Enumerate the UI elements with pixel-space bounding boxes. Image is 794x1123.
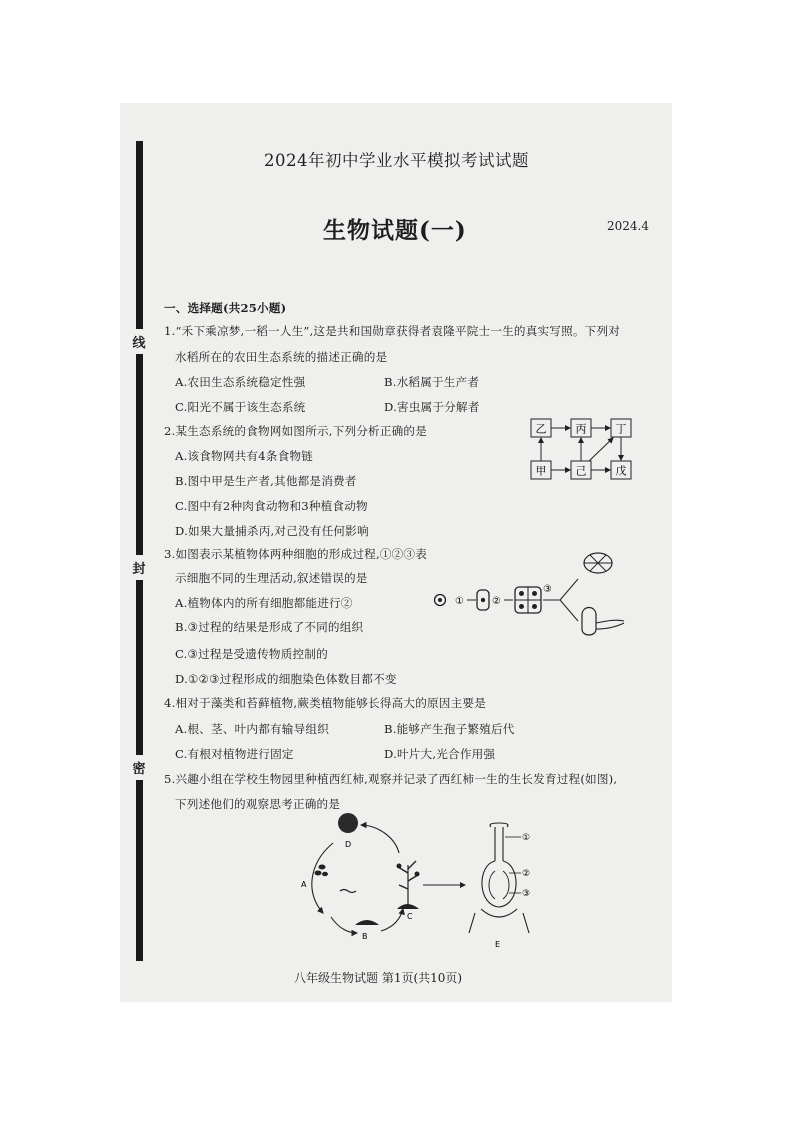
seal-char-seal: 封: [131, 555, 147, 580]
q2-option-d: D.如果大量捕杀丙,对己没有任何影响: [175, 524, 369, 538]
q4-option-a: A.根、茎、叶内都有输导组织: [175, 722, 329, 736]
cycle-arrow: [331, 917, 357, 933]
seeds-drawing: [315, 865, 329, 877]
exam-title: 2024年初中学业水平模拟考试试题: [264, 151, 529, 170]
q4-stem: 4.相对于藻类和苔藓植物,蕨类植物能够长得高大的原因主要是: [164, 696, 486, 710]
q1-stem-line2: 水稻所在的农田生态系统的描述正确的是: [175, 350, 388, 364]
label-e: E: [495, 940, 501, 949]
page-footer: 八年级生物试题 第1页(共10页): [294, 971, 463, 985]
label-b: B: [362, 932, 368, 941]
q3-stem-line2: 示细胞不同的生理活动,叙述错误的是: [175, 571, 368, 585]
q3-option-d: D.①②③过程形成的细胞染色体数目都不变: [175, 672, 397, 686]
label-process-1: ①: [455, 596, 464, 607]
q2-option-c: C.图中有2种肉食动物和3种植食动物: [175, 499, 368, 513]
cycle-arrow: [312, 843, 333, 913]
q1-option-c: C.阳光不属于该生态系统: [175, 400, 306, 414]
q1-stem-line1: 1.“禾下乘凉梦,一稻一人生”,这是共和国勋章获得者袁隆平院士一生的真实写照。下列对: [164, 324, 621, 338]
q2-stem: 2.某生态系统的食物网如图所示,下列分析正确的是: [164, 424, 428, 438]
node-bing: 丙: [575, 422, 587, 436]
label-part-2: ②: [522, 869, 531, 879]
food-web-diagram: [525, 413, 645, 488]
arrow: [560, 579, 578, 600]
cell-group-four: [515, 587, 541, 613]
seal-char-secret: 密: [131, 755, 147, 780]
label-d: D: [345, 840, 352, 849]
q2-option-b: B.图中甲是生产者,其他都是消费者: [175, 474, 357, 488]
label-process-2: ②: [492, 596, 501, 607]
tomato-fruit-drawing: [338, 813, 358, 833]
guard-cells-drawing: [584, 553, 612, 573]
arrow: [560, 600, 578, 621]
label-a: A: [301, 880, 307, 889]
q3-stem-line1: 3.如图表示某植物体两种细胞的形成过程,①②③表: [164, 547, 428, 561]
label-part-1: ①: [522, 833, 531, 843]
node-wu: 戊: [615, 464, 627, 478]
seal-char-line: 线: [131, 329, 147, 354]
node-ji: 己: [575, 464, 587, 478]
tomato-lifecycle-diagram: [295, 813, 535, 953]
plant-drawing: [397, 861, 420, 909]
q1-option-a: A.农田生态系统稳定性强: [175, 375, 306, 389]
exam-date: 2024.4: [607, 219, 649, 233]
q5-stem-line1: 5.兴趣小组在学校生物园里种植西红柿,观察并记录了西红柿一生的生长发育过程(如图),: [164, 772, 618, 786]
section-heading: 一、选择题(共25小题): [164, 301, 287, 315]
binding-line: [136, 141, 143, 961]
arrow: [589, 438, 613, 461]
cycle-arrow: [361, 825, 399, 853]
q1-option-d: D.害虫属于分解者: [384, 400, 480, 414]
exam-page: [120, 103, 672, 1002]
label-part-3: ③: [522, 889, 531, 899]
q3-option-b: B.③过程的结果是形成了不同的组织: [175, 620, 364, 634]
q1-option-b: B.水稻属于生产者: [384, 375, 480, 389]
q4-option-c: C.有根对植物进行固定: [175, 747, 294, 761]
subject-title: 生物试题(一): [323, 217, 467, 244]
q4-option-d: D.叶片大,光合作用强: [384, 747, 496, 761]
root-hair-cell-drawing: [582, 608, 624, 636]
q5-stem-line2: 下列述他们的观察思考正确的是: [175, 797, 341, 811]
node-jia: 甲: [535, 464, 547, 478]
node-yi: 乙: [535, 422, 547, 436]
q4-option-b: B.能够产生孢子繁殖后代: [384, 722, 515, 736]
q3-option-c: C.③过程是受遗传物质控制的: [175, 647, 328, 661]
label-process-3: ③: [543, 584, 552, 595]
flower-pistil-drawing: [469, 823, 529, 933]
node-ding: 丁: [615, 422, 627, 436]
q2-option-a: A.该食物网共有4条食物链: [175, 449, 313, 463]
cell-division-diagram: [430, 543, 630, 653]
cycle-arrow: [381, 909, 403, 931]
label-c: C: [407, 912, 413, 921]
sprout-drawing: [340, 890, 356, 893]
q3-option-a: A.植物体内的所有细胞都能进行②: [175, 596, 353, 610]
soil-seedling-drawing: [355, 920, 379, 925]
